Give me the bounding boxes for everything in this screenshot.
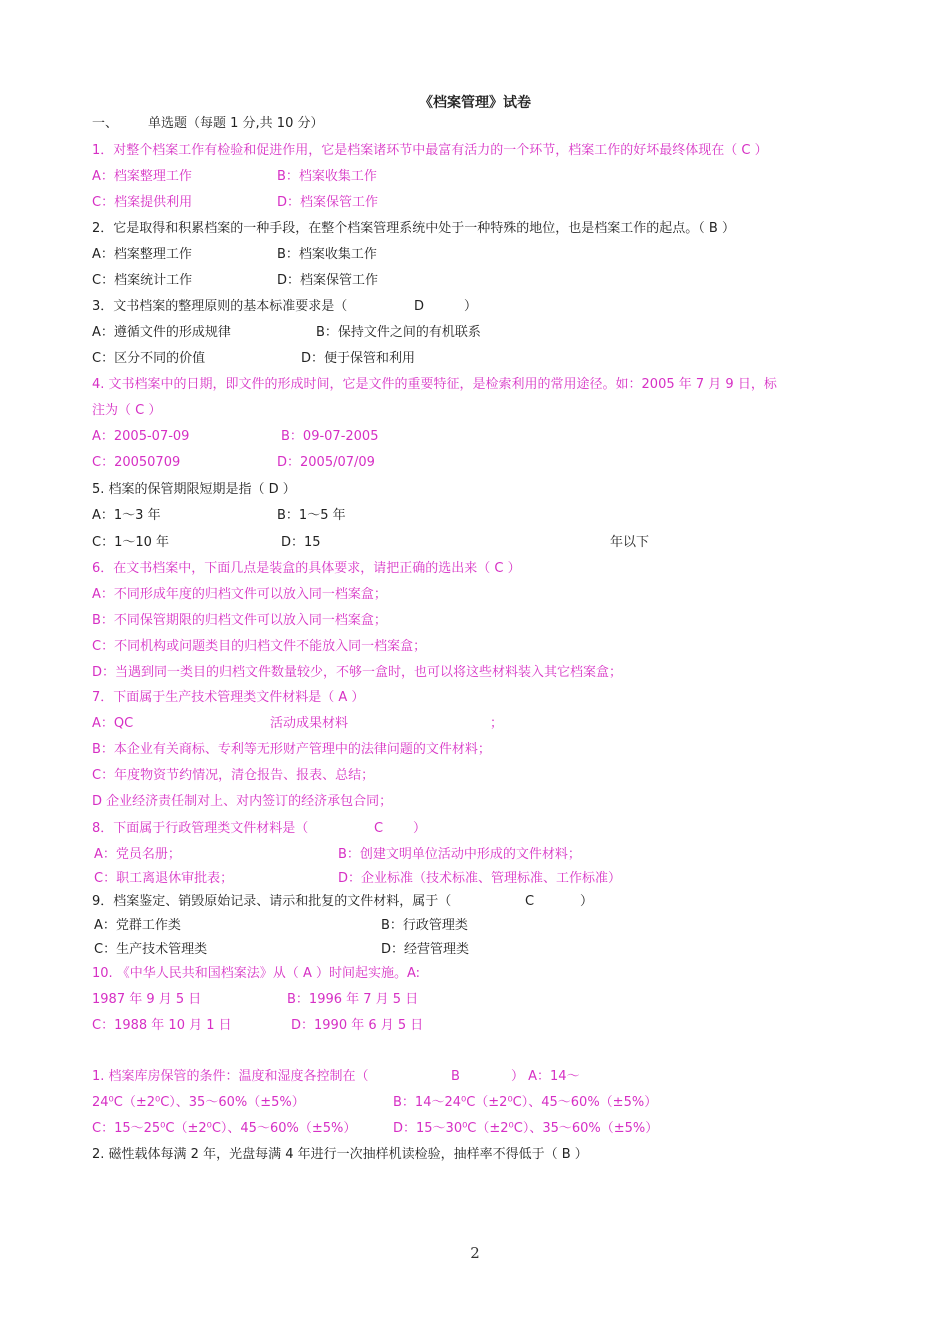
question-2-option-a: A：档案整理工作 xyxy=(92,247,192,262)
question-8-option-d: D：企业标准（技术标准、管理标准、工作标准） xyxy=(338,871,622,886)
question-8-answer: C xyxy=(374,821,384,836)
question-7-stem: 7．下面属于生产技术管理类文件材料是（ A ） xyxy=(92,690,365,705)
question-8-option-a: A：党员名册； xyxy=(94,847,181,862)
question-9-close-paren: ） xyxy=(580,894,594,909)
question-4-stem-line1: 4. 文书档案中的日期，即文件的形成时间，它是文件的重要特征，是检索利用的常用途径。如：2005 年 7 月 9 日，标 xyxy=(92,377,777,392)
question-1-option-d: D：档案保管工作 xyxy=(277,195,379,210)
question-10-option-a: 1987 年 9 月 5 日 xyxy=(92,992,202,1007)
question-4-stem-line2: 注为（ C ） xyxy=(92,403,162,418)
question-10-option-b: B：1996 年 7 月 5 日 xyxy=(287,992,419,1007)
question-3-close-paren: ） xyxy=(464,299,478,314)
question-1-option-a: A：档案整理工作 xyxy=(92,169,192,184)
question-3-option-d: D：便于保管和利用 xyxy=(301,351,416,366)
question-6-option-c: C：不同机构或问题类目的归档文件不能放入同一档案盒； xyxy=(92,639,427,654)
question-7-option-a: A：QC xyxy=(92,716,134,731)
question-4-option-c: C：20050709 xyxy=(92,455,181,470)
storage-question-1-option-b: B：14～24⁰C（±2⁰C）、45～60%（±5%） xyxy=(393,1095,658,1110)
question-3-option-a: A：遵循文件的形成规律 xyxy=(92,325,231,340)
section-number: 一、 xyxy=(92,116,119,131)
question-7-option-a-end: ； xyxy=(490,716,504,731)
question-6-option-a: A：不同形成年度的归档文件可以放入同一档案盒； xyxy=(92,587,387,602)
question-9-option-c: C：生产技术管理类 xyxy=(94,942,208,957)
question-5-option-c: C：1～10 年 xyxy=(92,535,170,550)
question-5-stem: 5. 档案的保管期限短期是指（ D ） xyxy=(92,482,296,497)
section-heading: 单选题（每题 1 分,共 10 分） xyxy=(148,116,324,131)
page-number: 2 xyxy=(470,1244,480,1262)
question-1-option-b: B：档案收集工作 xyxy=(277,169,377,184)
storage-question-1-stem: 1. 档案库房保管的条件：温度和湿度各控制在（ xyxy=(92,1069,369,1084)
question-5-option-d-tail: 年以下 xyxy=(610,535,650,550)
storage-question-1-option-a-start: ） A：14～ xyxy=(511,1069,580,1084)
question-3-option-b: B：保持文件之间的有机联系 xyxy=(316,325,481,340)
question-4-option-a: A：2005-07-09 xyxy=(92,429,190,444)
question-8-close-paren: ） xyxy=(413,821,427,836)
storage-question-2-stem: 2. 磁性载体每满 2 年，光盘每满 4 年进行一次抽样机读检验，抽样率不得低于（ B ） xyxy=(92,1147,588,1162)
question-1-option-c: C：档案提供利用 xyxy=(92,195,193,210)
question-9-option-a: A：党群工作类 xyxy=(94,918,181,933)
question-2-option-c: C：档案统计工作 xyxy=(92,273,193,288)
question-9-option-d: D：经营管理类 xyxy=(381,942,470,957)
question-4-option-d: D：2005/07/09 xyxy=(277,455,375,470)
question-8-option-b: B：创建文明单位活动中形成的文件材料； xyxy=(338,847,581,862)
question-9-answer: C xyxy=(525,894,535,909)
question-6-stem: 6．在文书档案中，下面几点是装盒的具体要求，请把正确的选出来（ C ） xyxy=(92,561,521,576)
question-2-option-b: B：档案收集工作 xyxy=(277,247,377,262)
question-7-option-c: C：年度物资节约情况，清仓报告、报表、总结； xyxy=(92,768,375,783)
question-8-option-c: C：职工离退休审批表； xyxy=(94,871,234,886)
question-2-option-d: D：档案保管工作 xyxy=(277,273,379,288)
storage-question-1-answer: B xyxy=(451,1069,460,1084)
question-3-stem: 3．文书档案的整理原则的基本标准要求是（ xyxy=(92,299,348,314)
question-4-option-b: B：09-07-2005 xyxy=(281,429,379,444)
question-10-option-d: D：1990 年 6 月 5 日 xyxy=(291,1018,424,1033)
storage-question-1-option-a-rest: 24⁰C（±2⁰C）、35～60%（±5%） xyxy=(92,1095,305,1110)
question-10-stem: 10. 《中华人民共和国档案法》从（ A ）时间起实施。A: xyxy=(92,966,421,981)
question-7-option-a-mid: 活动成果材料 xyxy=(270,716,349,731)
question-5-option-b: B：1～5 年 xyxy=(277,508,346,523)
question-6-option-b: B：不同保管期限的归档文件可以放入同一档案盒； xyxy=(92,613,387,628)
question-6-option-d: D：当遇到同一类目的归档文件数量较少，不够一盒时，也可以将这些材料装入其它档案盒； xyxy=(92,665,623,680)
question-8-stem: 8．下面属于行政管理类文件材料是（ xyxy=(92,821,309,836)
question-5-option-d: D：15 xyxy=(281,535,321,550)
question-3-option-c: C：区分不同的价值 xyxy=(92,351,206,366)
exam-title: 《档案管理》试卷 xyxy=(419,95,531,111)
question-7-option-d: D 企业经济责任制对上、对内签订的经济承包合同； xyxy=(92,794,393,809)
question-3-answer: D xyxy=(414,299,425,314)
question-7-option-b: B：本企业有关商标、专利等无形财产管理中的法律问题的文件材料； xyxy=(92,742,491,757)
question-9-stem: 9．档案鉴定、销毁原始记录、请示和批复的文件材料，属于（ xyxy=(92,894,452,909)
question-1-stem: 1．对整个档案工作有检验和促进作用，它是档案诸环节中最富有活力的一个环节，档案工作的好坏最终体现在（ C ） xyxy=(92,143,768,158)
storage-question-1-option-c: C：15～25⁰C（±2⁰C）、45～60%（±5%） xyxy=(92,1121,357,1136)
question-2-stem: 2．它是取得和积累档案的一种手段，在整个档案管理系统中处于一种特殊的地位，也是档案工作的起点。（ B ） xyxy=(92,221,735,236)
question-5-option-a: A：1～3 年 xyxy=(92,508,161,523)
storage-question-1-option-d: D：15～30⁰C（±2⁰C）、35～60%（±5%） xyxy=(393,1121,659,1136)
question-10-option-c: C：1988 年 10 月 1 日 xyxy=(92,1018,232,1033)
question-9-option-b: B：行政管理类 xyxy=(381,918,468,933)
